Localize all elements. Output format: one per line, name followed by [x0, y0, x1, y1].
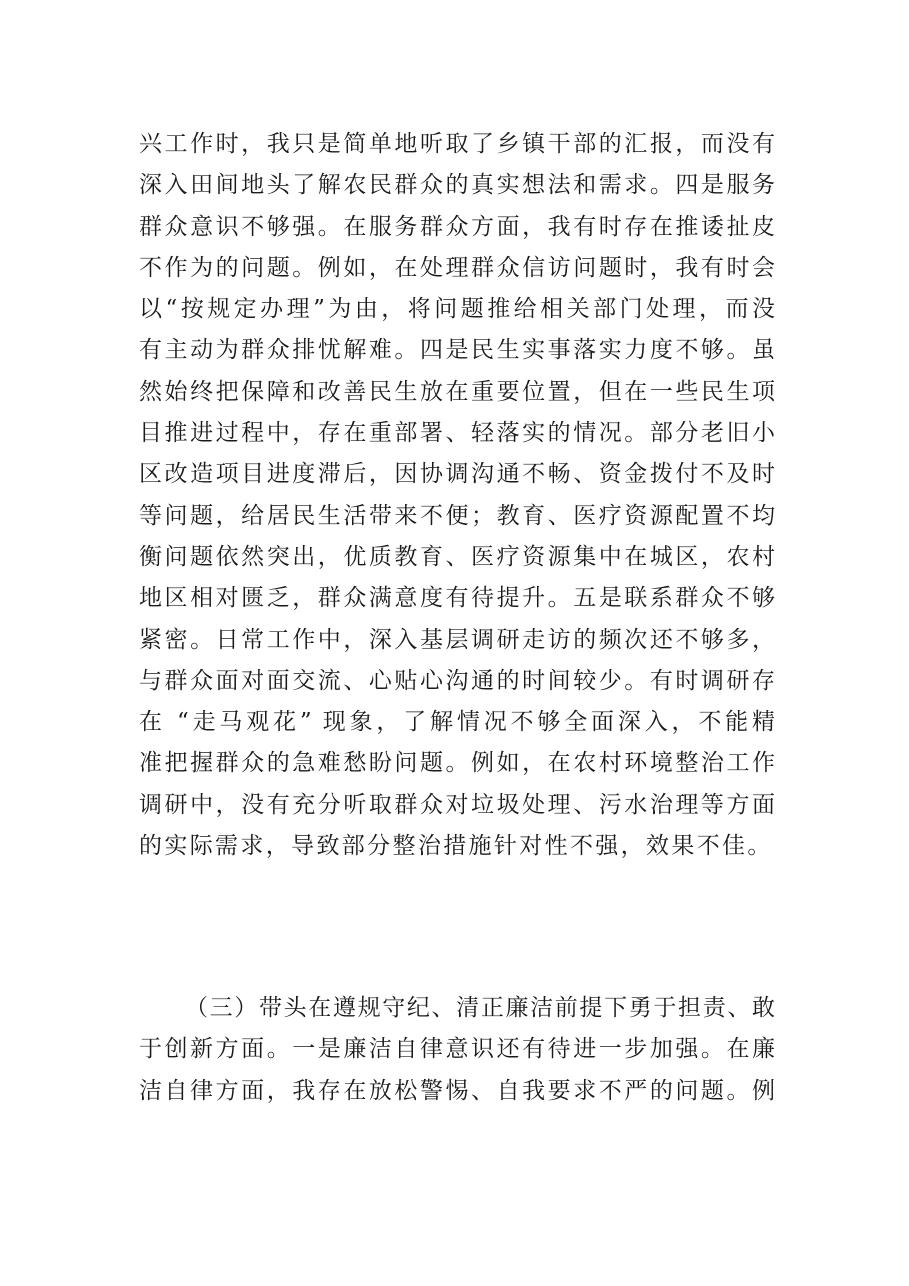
text-line: 准把握群众的急难愁盼问题。例如，在农村环境整治工作 [139, 750, 775, 777]
text-line: 有主动为群众排忧解难。四是民生实事落实力度不够。虽 [139, 337, 775, 364]
text-line: 兴工作时，我只是简单地听取了乡镇干部的汇报，而没有 [139, 131, 775, 157]
body-paragraph-2 [139, 988, 775, 1112]
text-line: 衡问题依然突出，优质教育、医疗资源集中在城区，农村 [139, 543, 775, 570]
text-line: 在 “走马观花” 现象，了解情况不够全面深入，不能精 [139, 709, 775, 736]
text-line: 然始终把保障和改善民生放在重要位置，但在一些民生项 [139, 378, 775, 405]
text-line: 洁自律方面，我存在放松警惕、自我要求不严的问题。例 [139, 1077, 775, 1104]
text-line: 等问题，给居民生活带来不便；教育、医疗资源配置不均 [139, 502, 775, 529]
body-paragraph-1 [139, 124, 775, 867]
text-line: 区改造项目进度滞后，因协调沟通不畅、资金拨付不及时 [139, 461, 775, 488]
text-line: 不作为的问题。例如，在处理群众信访问题时，我有时会 [139, 254, 775, 281]
text-line: 与群众面对面交流、心贴心沟通的时间较少。有时调研存 [139, 667, 775, 694]
text-line: 群众意识不够强。在服务群众方面，我有时存在推诿扯皮 [139, 213, 775, 240]
text-line: 的实际需求，导致部分整治措施针对性不强，效果不佳。 [139, 833, 773, 860]
text-line: 地区相对匮乏，群众满意度有待提升。五是联系群众不够 [139, 585, 775, 612]
text-line: 目推进过程中，存在重部署、轻落实的情况。部分老旧小 [139, 420, 775, 447]
text-line: 以“按规定办理”为由，将问题推给相关部门处理，而没 [139, 296, 775, 323]
section-heading-line: （三）带头在遵规守纪、清正廉洁前提下勇于担责、敢 [185, 995, 775, 1021]
text-line: 深入田间地头了解农民群众的真实想法和需求。四是服务 [139, 172, 775, 199]
text-line: 调研中，没有充分听取群众对垃圾处理、污水治理等方面 [139, 791, 775, 818]
text-line: 于创新方面。一是廉洁自律意识还有待进一步加强。在廉 [139, 1036, 775, 1063]
text-line: 紧密。日常工作中，深入基层调研走访的频次还不够多， [139, 626, 775, 653]
